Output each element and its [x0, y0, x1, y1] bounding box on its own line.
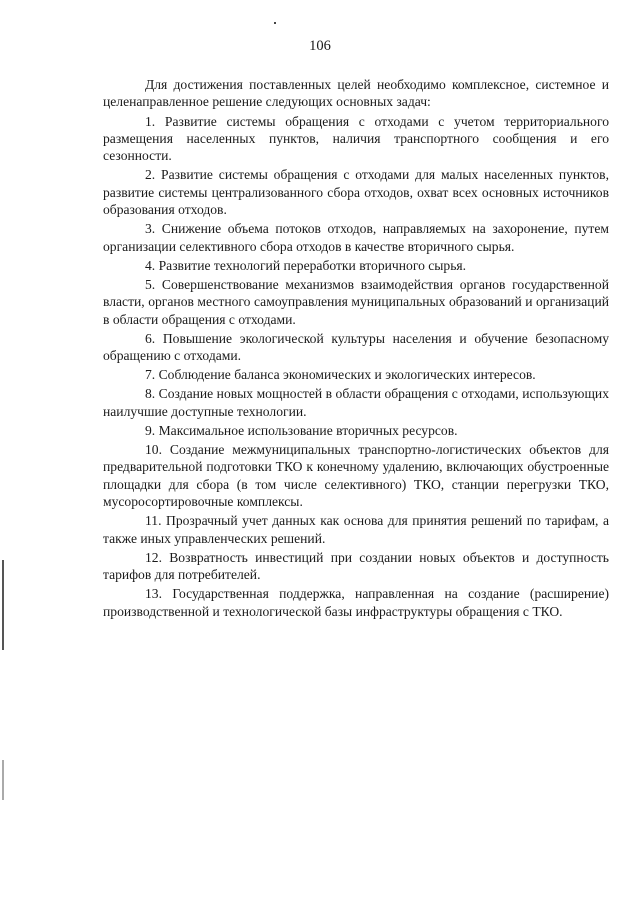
task-item-10: 10. Создание межмуниципальных транспортно-логистических объектов для предварительной подготовки ТКО к конечному удалению, включающих обустроенные площадки для сбора (в том числе селективного) ТКО, станции перегрузки ТКО, мусоросортировочные комплексы. — [103, 442, 609, 510]
intro-paragraph: Для достижения поставленных целей необходимо комплексное, системное и целенаправленное решение следующих основных задач: — [103, 77, 609, 110]
task-item-9: 9. Максимальное использование вторичных ресурсов. — [145, 422, 458, 438]
task-item-12: 12. Возвратность инвестиций при создании новых объектов и доступность тарифов для потребителей. — [103, 549, 609, 583]
task-item-11: 11. Прозрачный учет данных как основа для принятия решений по тарифам, а также иных управленческих решений. — [103, 513, 609, 546]
document-body — [103, 76, 609, 620]
scan-speck — [274, 22, 276, 24]
page-number: 106 — [309, 38, 331, 54]
task-item-2: 2. Развитие системы обращения с отходами для малых населенных пунктов, развитие системы централизованного сбора отходов, охват всех основных источников образования отходов. — [103, 167, 609, 218]
task-item-13: 13. Государственная поддержка, направленная на создание (расширение) производственной и технологической базы инфраструктуры обращения с ТКО. — [103, 586, 609, 619]
scan-edge-mark — [2, 560, 4, 650]
task-item-5: 5. Совершенствование механизмов взаимодействия органов государственной власти, органов местного самоуправления муниципальных образований и организаций в области обращения с отходами. — [103, 276, 609, 327]
task-item-6: 6. Повышение экологической культуры населения и обучение безопасному обращению с отходами. — [103, 330, 609, 364]
task-item-3: 3. Снижение объема потоков отходов, направляемых на захоронение, путем организации селективного сбора отходов в качестве вторичного сырья. — [103, 221, 609, 254]
task-item-1: 1. Развитие системы обращения с отходами с учетом территориального размещения населенных пунктов, наличия транспортного сообщения и его сезонности. — [103, 113, 609, 164]
task-item-4: 4. Развитие технологий переработки вторичного сырья. — [145, 257, 467, 273]
task-item-7: 7. Соблюдение баланса экономических и экологических интересов. — [145, 367, 536, 383]
scan-edge-mark — [2, 760, 4, 800]
task-item-8: 8. Создание новых мощностей в области обращения с отходами, использующих наилучшие доступные технологии. — [103, 386, 609, 419]
